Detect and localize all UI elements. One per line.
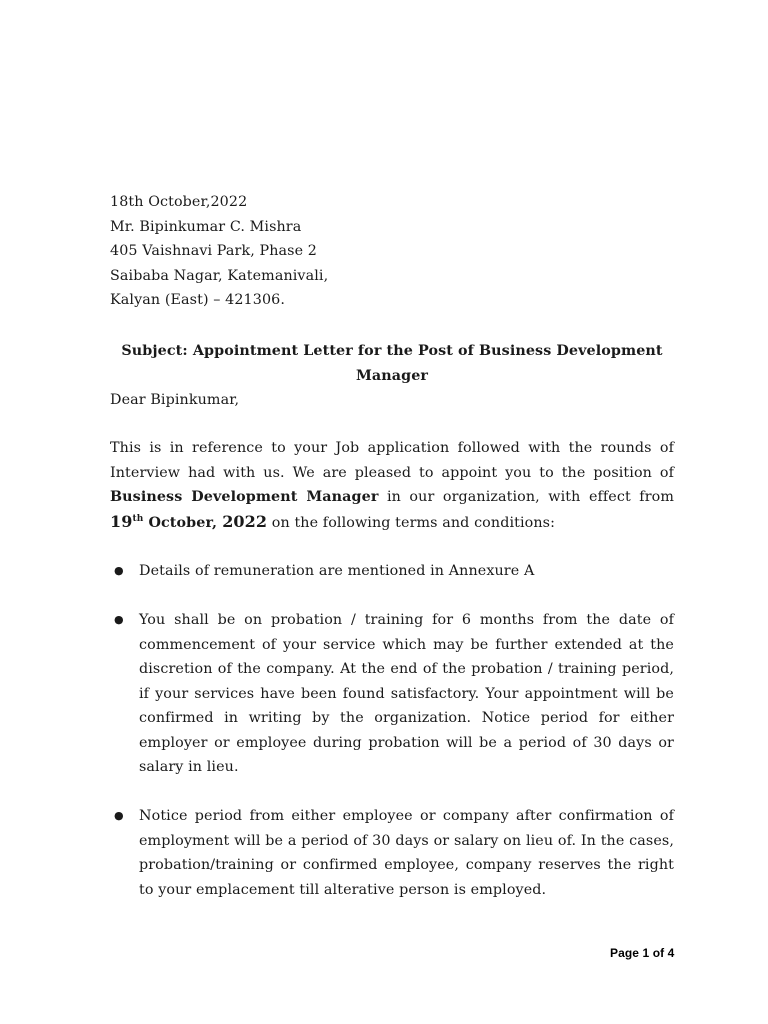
effective-month: October,	[143, 514, 223, 531]
intro-paragraph	[110, 436, 674, 535]
recipient-name: Mr. Bipinkumar C. Mishra	[110, 218, 302, 235]
page-number: Page 1 of 4	[610, 946, 675, 960]
bullet-icon: ●	[114, 564, 124, 577]
bullet-icon: ●	[114, 809, 124, 822]
effective-day-suffix: th	[132, 513, 144, 524]
intro-text-2: in our organization, with effect from	[378, 489, 674, 505]
terms-list	[110, 559, 674, 927]
term-text: Details of remuneration are mentioned in Annexure A	[139, 563, 535, 579]
intro-text-1: This is in reference to your Job application followed with the rounds of Interview had with us. We are pleased to appoint you to the position of	[110, 440, 674, 481]
effective-year: 2022	[222, 511, 268, 531]
position-title: Business Development Manager	[110, 489, 379, 505]
term-text: Notice period from either employee or company after confirmation of employment will be a period of 30 days or salary on lieu of. In the cases, probation/training or confirmed employee, company reserves the right to your emplacement till alterative person is employed.	[139, 808, 674, 898]
effective-day: 19	[110, 511, 133, 531]
recipient-address-block	[110, 190, 674, 313]
intro-text-3: on the following terms and conditions:	[267, 514, 556, 531]
address-line-3: Kalyan (East) – 421306.	[110, 292, 285, 308]
letter-date: 18th October,2022	[110, 194, 248, 210]
address-line-2: Saibaba Nagar, Katemanivali,	[110, 267, 329, 284]
list-item	[110, 804, 674, 902]
subject-line: Subject: Appointment Letter for the Post of Business Development Manager	[121, 343, 663, 384]
salutation: Dear Bipinkumar,	[110, 392, 240, 408]
list-item	[110, 559, 674, 584]
term-text: You shall be on probation / training for 6 months from the date of commencement of your service which may be further extended at the discretion of the company. At the end of the probation / training period, if your services have been found satisfactory. Your appointment will be confirmed in writing by the organization. Notice period for either employer or employee during probation will be a period of 30 days or salary in lieu.	[139, 612, 674, 775]
bullet-icon: ●	[114, 613, 124, 626]
address-line-1: 405 Vaishnavi Park, Phase 2	[110, 243, 317, 259]
list-item	[110, 608, 674, 780]
